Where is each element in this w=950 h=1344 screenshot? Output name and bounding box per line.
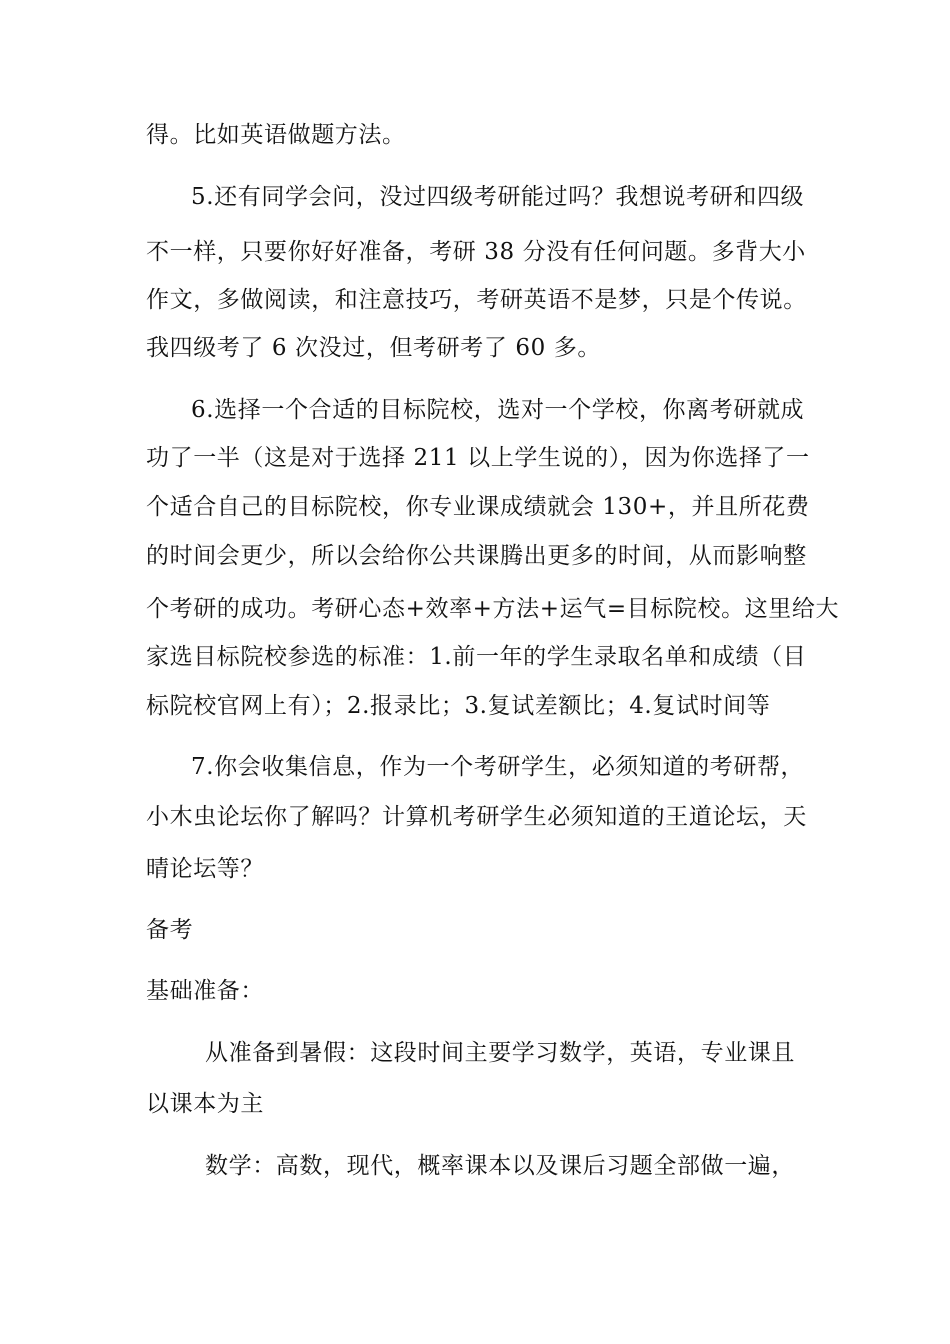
text-line-15: 晴论坛等？	[146, 856, 264, 882]
text-line-9: 的时间会更少，所以会给你公共课腾出更多的时间，从而影响整	[146, 543, 807, 569]
text-line-19: 以课本为主	[146, 1091, 264, 1117]
section-heading-prep: 备考	[146, 917, 194, 943]
text-line-6: 6.选择一个合适的目标院校，选对一个学校，你离考研就成	[191, 397, 805, 423]
text-line-11: 家选目标院校参选的标准：1.前一年的学生录取名单和成绩（目	[146, 644, 807, 670]
text-line-5: 我四级考了 6 次没过，但考研考了 60 多。	[146, 335, 601, 361]
text-line-1: 得。比如英语做题方法。	[146, 122, 406, 148]
subheading-basic-prep: 基础准备：	[146, 978, 264, 1004]
text-line-2: 5.还有同学会问，没过四级考研能过吗？我想说考研和四级	[191, 184, 805, 210]
text-line-10: 个考研的成功。考研心态+效率+方法+运气=目标院校。这里给大	[146, 596, 840, 622]
text-line-4: 作文，多做阅读，和注意技巧，考研英语不是梦，只是个传说。	[146, 287, 807, 313]
text-line-8: 个适合自己的目标院校，你专业课成绩就会 130+，并且所花费	[146, 494, 810, 520]
text-line-13: 7.你会收集信息，作为一个考研学生，必须知道的考研帮，	[191, 754, 805, 780]
text-line-7: 功了一半（这是对于选择 211 以上学生说的），因为你选择了一	[146, 445, 810, 471]
text-line-12: 标院校官网上有）；2.报录比；3.复试差额比；4.复试时间等	[146, 693, 771, 719]
text-line-3: 不一样，只要你好好准备，考研 38 分没有任何问题。多背大小	[146, 239, 806, 265]
text-line-14: 小木虫论坛你了解吗？计算机考研学生必须知道的王道论坛，天	[146, 804, 807, 830]
text-line-18: 从准备到暑假：这段时间主要学习数学，英语，专业课且	[205, 1040, 795, 1066]
text-line-20: 数学：高数，现代，概率课本以及课后习题全部做一遍，	[205, 1153, 795, 1179]
